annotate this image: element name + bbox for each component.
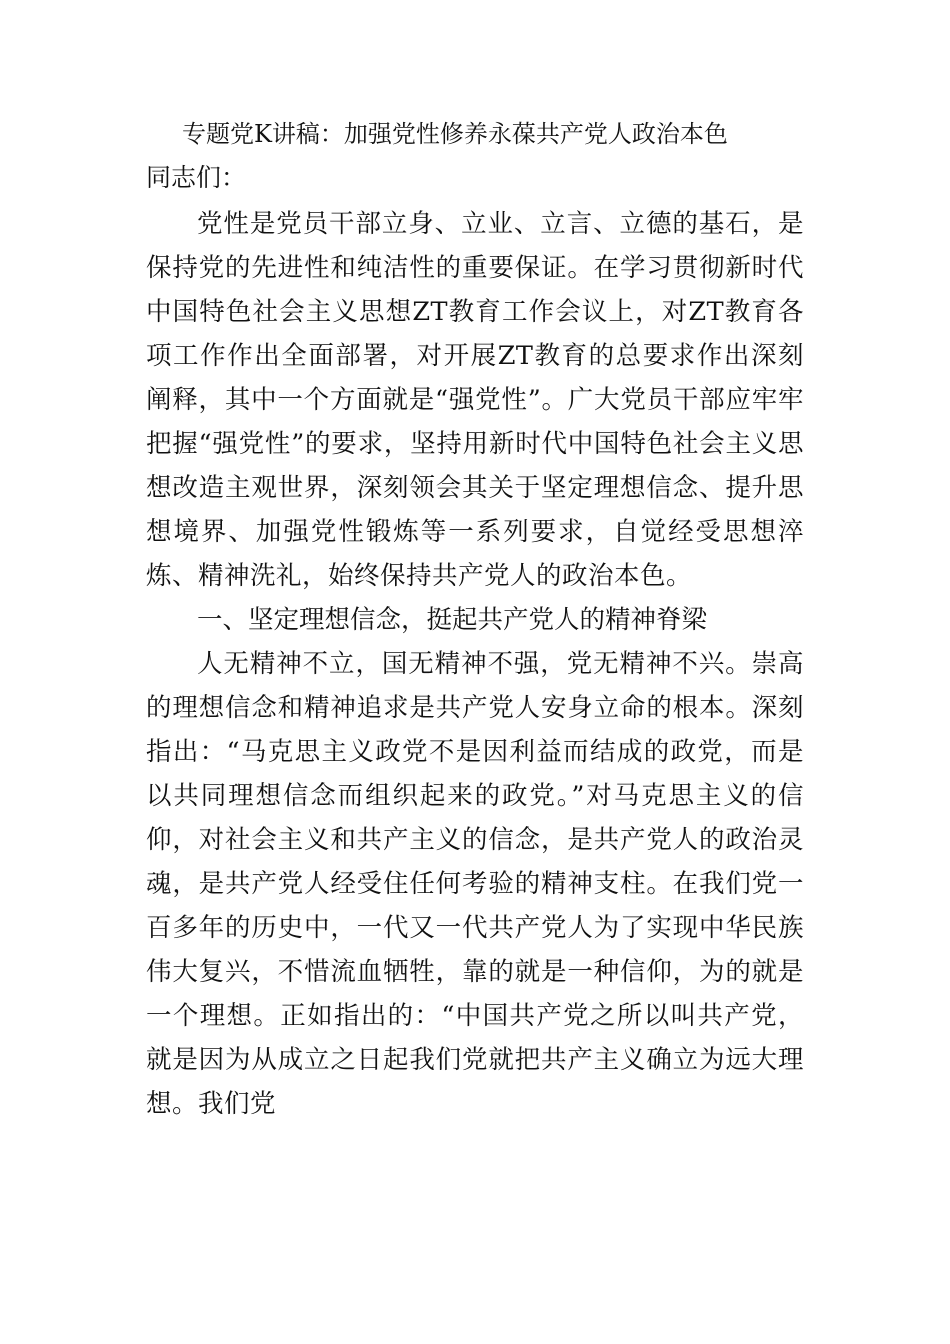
document-title: 专题党K讲稿：加强党性修养永葆共产党人政治本色: [182, 120, 728, 148]
intro-paragraph: 党性是党员干部立身、立业、立言、立德的基石，是保持党的先进性和纯洁性的重要保证。在学习贯彻新时代中国特色社会主义思想ZT教育工作会议上，对ZT教育各项工作作出全面部署，对开展ZT教育的总要求作出深刻阐释，其中一个方面就是“强党性”。广大党员干部应牢牢把握“强党性”的要求，坚持用新时代中国特色社会主义思想改造主观世界，深刻领会其关于坚定理想信念、提升思想境界、加强党性锻炼等一系列要求，自觉经受思想淬炼、精神洗礼，始终保持共产党人的政治本色。: [146, 209, 804, 591]
section-heading: 一、坚定理想信念，挺起共产党人的精神脊梁: [197, 605, 708, 635]
document-body: [146, 112, 804, 1126]
salutation: 同志们：: [146, 163, 247, 192]
section-paragraph: 人无精神不立，国无精神不强，党无精神不兴。崇高的理想信念和精神追求是共产党人安身立命的根本。深刻指出：“马克思主义政党不是因利益而结成的政党，而是以共同理想信念而组织起来的政党。”对马克思主义的信仰，对社会主义和共产主义的信念，是共产党人的政治灵魂，是共产党人经受住任何考验的精神支柱。在我们党一百多年的历史中，一代又一代共产党人为了实现中华民族伟大复兴，不惜流血牺牲，靠的就是一种信仰，为的就是一个理想。正如指出的：“中国共产党之所以叫共产党，就是因为从成立之日起我们党就把共产主义确立为远大理想。我们党: [146, 649, 804, 1119]
